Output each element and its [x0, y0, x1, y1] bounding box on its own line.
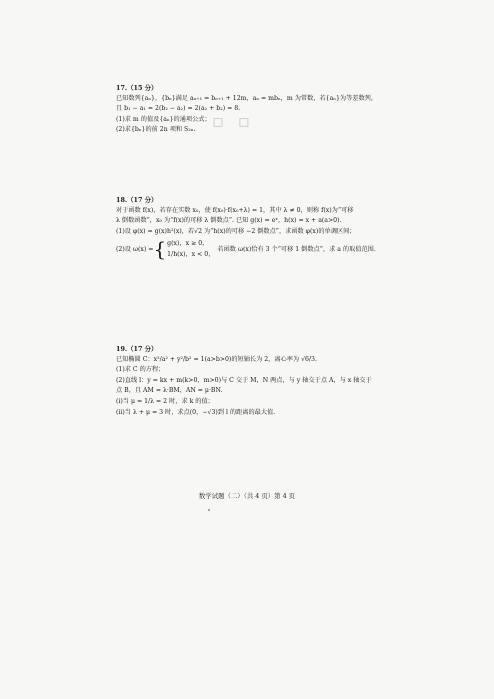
q18-line-1: 对于函数 f(x)，若存在实数 x₀，使 f(x₀)·f(x₀+λ) = 1，其中 λ ≠ 0，则称 f(x)为“可移: [116, 206, 354, 214]
piecewise-case-2: 1/h(x)，x < 0，: [167, 250, 215, 258]
q17-line-2: 且 b₁ − a₁ = 2(b₂ − a₂) = 2(a₂ + b₂) = 8.: [116, 105, 241, 113]
q18-line-4-prefix: (2)设 ω(x) =: [116, 246, 154, 254]
piecewise-cases: [167, 239, 214, 260]
q19-line-4: 点 B，且 AM = λ·BM，AN = μ·BN.: [116, 387, 223, 395]
q19-line-2: (1)求 C 的方程；: [116, 366, 165, 374]
q19-line-6: (ⅱ)当 λ + μ = 3 时，求点(0，−√3)到 l 的距离的最大值.: [116, 408, 276, 416]
q18-line-2: λ 倒数函数”，x₀ 为“f(x)的可移 λ 倒数点”. 已知 g(x) = eˣ，h(x) = x + a(a>0).: [116, 217, 342, 225]
q19-heading: 19.（17 分）: [116, 345, 158, 353]
q18-line-3: (1)设 φ(x) = g(x)h²(x)，若√2 为“h(x)的可移 −2 倒数点”，求函数 φ(x)的单调区间；: [116, 227, 356, 235]
q17-heading: 17.（15 分）: [116, 84, 158, 92]
left-brace-symbol: {: [153, 239, 167, 262]
q18-heading: 18.（17 分）: [116, 196, 158, 204]
q19-line-1: 已知椭圆 C：x²/a² + y²/b² = 1(a>b>0)的短轴长为 2，离心率为 √6/3.: [116, 355, 317, 363]
stray-mark: [208, 509, 210, 511]
question-18: [116, 195, 406, 263]
q17-line-1: 已知数列{aₙ}，{bₙ}满足 aₙ₊₁ = bₙ₊₁ + 12m，aₙ = mbₙ，m 为常数，若{aₙ}为等差数列，: [116, 94, 378, 102]
q19-line-3: (2)直线 l：y = kx + m(k>0，m>0)与 C 交于 M，N 两点，与 y 轴交于点 A，与 x 轴交于: [116, 376, 372, 384]
page-footer: 数学试题（二）（共 4 页）第 4 页: [198, 492, 296, 500]
q17-line-3: (1)求 m 的值及{aₙ}的通项公式；: [116, 115, 211, 123]
question-17: [116, 83, 406, 136]
q18-line-4-suffix: 若函数 ω(x)恰有 3 个“可移 1 倒数点”，求 a 的取值范围.: [217, 246, 376, 254]
piecewise-case-1: g(x)，x ≥ 0，: [167, 240, 209, 248]
q18-line-4: [116, 239, 406, 263]
q19-line-5: (ⅰ)当 μ = 1/λ = 2 时，求 k 的值；: [116, 397, 214, 405]
q17-line-4: (2)求{bₙ}的前 2n 项和 S₂ₙ.: [116, 126, 196, 134]
faint-watermark-marks: ▫ ▫: [212, 111, 255, 132]
question-19: [116, 344, 406, 418]
